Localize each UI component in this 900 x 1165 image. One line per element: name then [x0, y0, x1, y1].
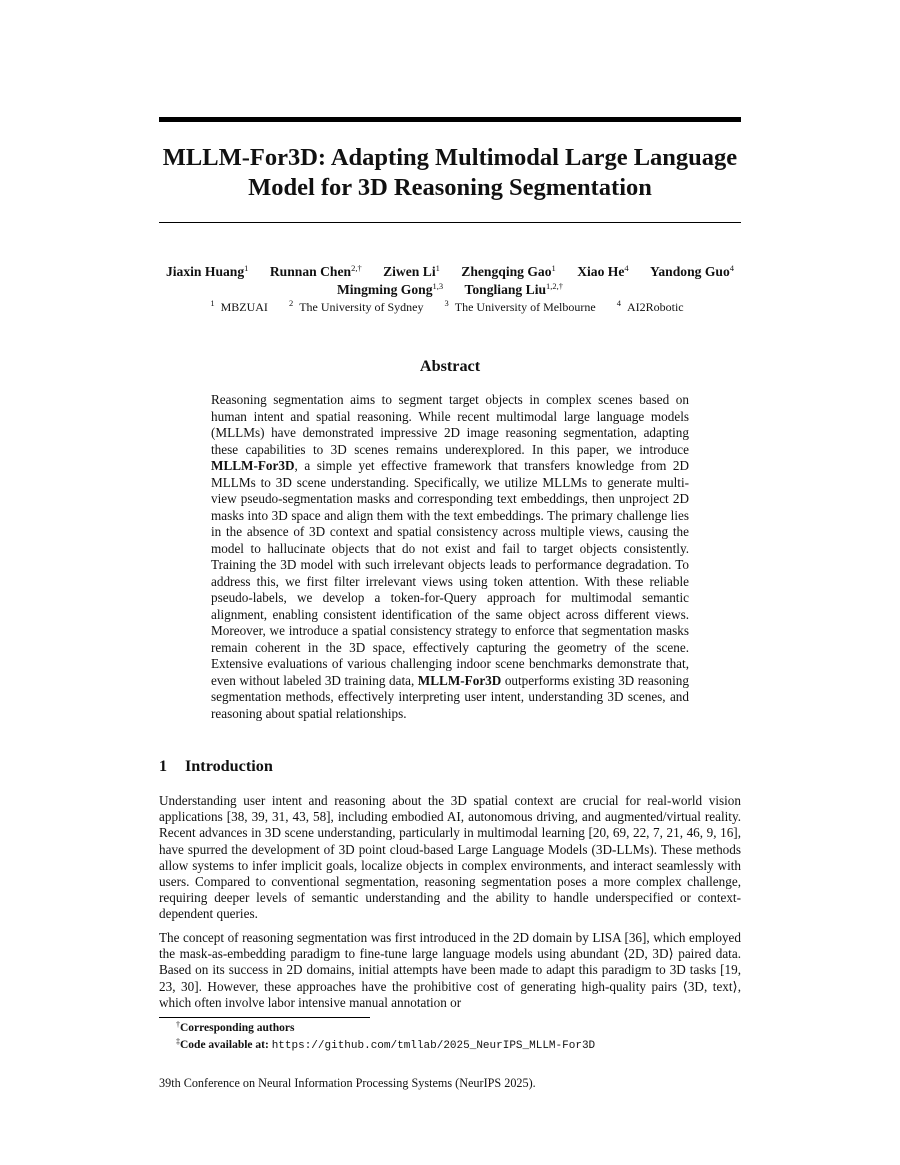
method-name: MLLM-For3D	[417, 672, 502, 688]
author: Mingming Gong$^{1,3}$	[336, 280, 444, 297]
footnote-code: ‡Code available at: https://github.com/tmllab/2025_NeurIPS_MLLM-For3D	[176, 1037, 596, 1052]
footnote-corresponding: †Corresponding authors	[176, 1020, 295, 1034]
author: Tongliang Liu$^{1,2,\dagger}$	[464, 280, 564, 297]
author: Zhengqing Gao$^1$	[461, 263, 556, 279]
affiliation-list	[150, 299, 750, 315]
section-heading-introduction	[159, 757, 273, 776]
affiliation: $^1$ MBZUAI	[210, 298, 268, 314]
abstract-text: Reasoning segmentation aims to segment target objects in complex scenes based on human intent and spatial reasoning. While recent multimodal large language models (MLLMs) have demonstrated impressive 2D image reasoning segmentation, adapting these capabilities to 3D scenes remains underexplored. In this paper, we introduce MLLM-For3D, a simple yet effective framework that transfers knowledge from 2D MLLMs to 3D scene understanding. Specifically, we utilize MLLMs to generate multi-view pseudo-segmentation masks and corresponding text embeddings, then unproject 2D masks into 3D space and align them with the text embeddings. The primary challenge lies in the absence of 3D context and spatial consistency across multiple views, causing the model to hallucinate objects that do not exist and fail to target objects consistently. Training the 3D model with such irrelevant objects leads to performance degradation. To address this, we first filter irrelevant views using token attention. With these reliable pseudo-labels, we develop a token-for-Query approach for multimodal semantic alignment, enabling consistent identification of the same object across different views. Moreover, we introduce a spatial consistency strategy to enforce that segmentation masks remain coherent in the 3D space, effectively capturing the geometry of the scene. Extensive evaluations of various challenging indoor scene benchmarks demonstrate that, even without labeled 3D training data, MLLM-For3D outperforms existing 3D reasoning segmentation methods, effectively interpreting user intent, understanding 3D scenes, and reasoning about spatial relationships.	[211, 392, 689, 721]
title-bottom-rule	[159, 222, 741, 223]
paper-title: MLLM-For3D: Adapting Multimodal Large Language Model for 3D Reasoning Segmentation	[162, 144, 738, 201]
affiliation: $^4$ AI2Robotic	[616, 298, 684, 314]
author: Yandong Guo$^4$	[650, 263, 735, 279]
affiliation: $^3$ The University of Melbourne	[444, 298, 596, 314]
title-top-rule	[159, 117, 741, 122]
method-name: MLLM-For3D	[211, 458, 295, 473]
section-title: Introduction	[185, 757, 273, 775]
footnote-rule	[159, 1017, 370, 1018]
intro-paragraph-2: The concept of reasoning segmentation was first introduced in the 2D domain by LISA [36], which employed the mask-as-embedding paradigm to fine-tune large language models using abundant ⟨2D, 3D⟩ paired data. Based on its success in 2D domains, initial attempts have been made to adapt this paradigm to 3D tasks [19, 23, 30]. However, these approaches have the prohibitive cost of generating high-quality pairs ⟨3D, text⟩, which often involve labor intensive manual annotation or	[159, 930, 741, 1010]
abstract-heading: Abstract	[419, 357, 481, 375]
section-number: 1	[159, 757, 168, 775]
code-url-link[interactable]: https://github.com/tmllab/2025_NeurIPS_MLLM-For3D	[271, 1040, 596, 1052]
author: Jiaxin Huang$^1$	[165, 263, 249, 279]
author: Xiao He$^4$	[577, 263, 629, 279]
intro-paragraph-1: Understanding user intent and reasoning about the 3D spatial context are crucial for real-world vision applications [38, 39, 31, 43, 58], including embodied AI, autonomous driving, and augmented/virtual reality. Recent advances in 3D scene understanding, particularly in multimodal learning [20, 69, 22, 7, 21, 46, 9, 16], have spurred the development of 3D point cloud-based Large Language Models (3D-LLMs). These methods allow systems to infer implicit goals, localize objects in complex environments, and interact seamlessly with users. Compared to conventional segmentation, reasoning segmentation poses a more complex challenge, requiring deeper levels of semantic understanding and the ability to handle underspecified or context-dependent queries.	[159, 793, 741, 922]
author-list	[150, 263, 750, 298]
affiliation: $^2$ The University of Sydney	[288, 298, 424, 314]
author: Ziwen Li$^1$	[383, 263, 440, 279]
author: Runnan Chen$^{2,\dagger}$	[269, 263, 362, 279]
conference-note: 39th Conference on Neural Information Processing Systems (NeurIPS 2025).	[159, 1076, 536, 1090]
